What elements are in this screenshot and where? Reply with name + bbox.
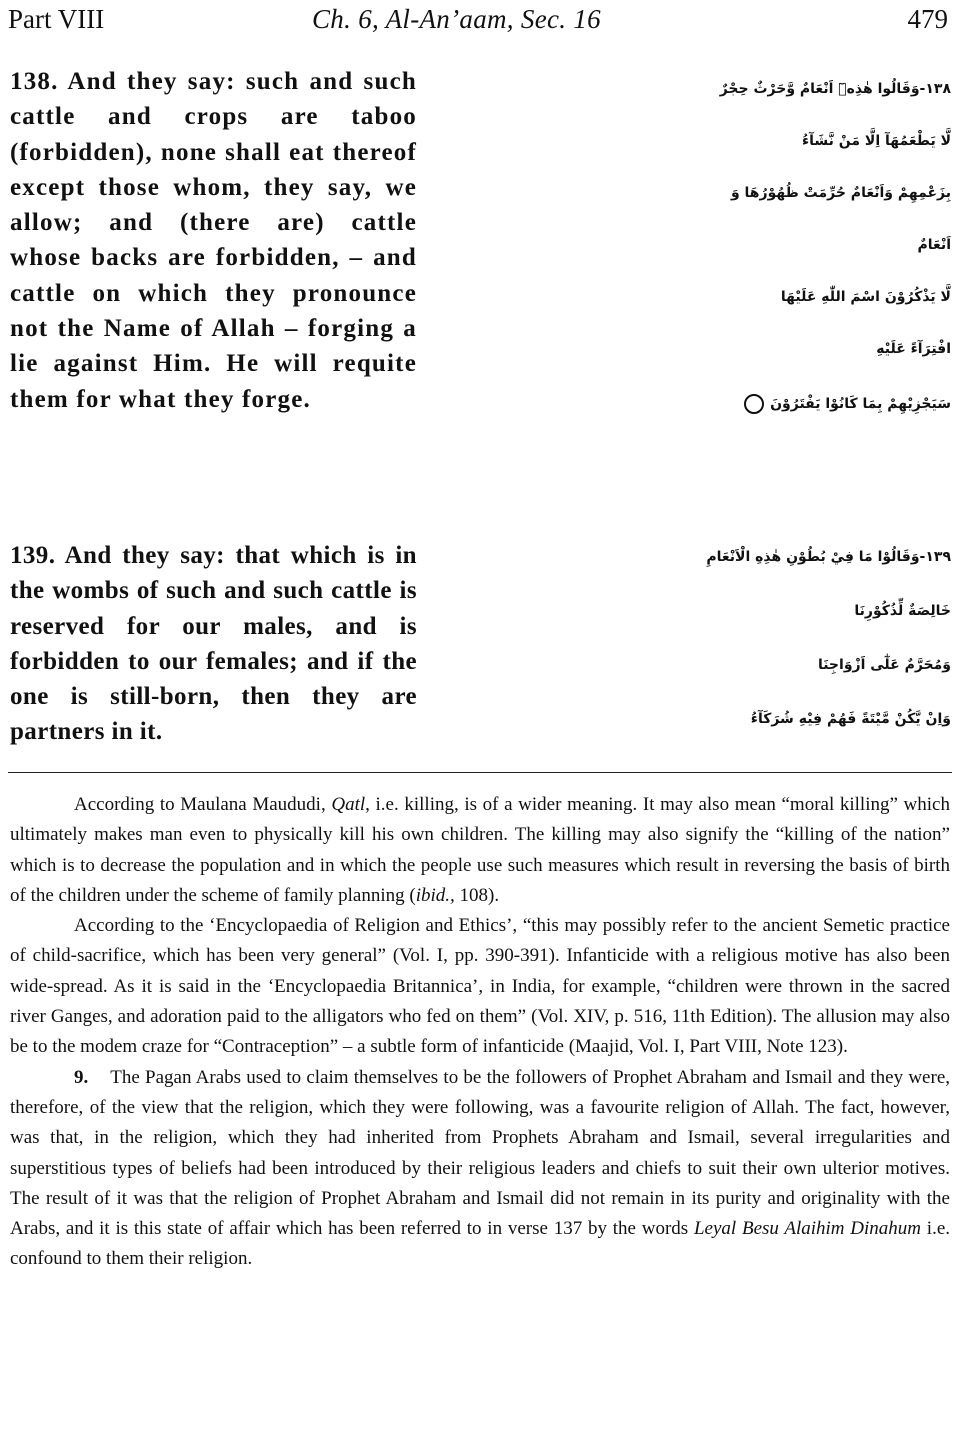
note-number: 9. [74, 1066, 89, 1088]
verse-138-translation: 138. And they say: such and such cattle and crops are taboo (forbidden), none shall eat thereof except those whom, they say, we allow; and (there are) cattle whose backs are forbidden, – and cattle on which they pronounce not the Name of Allah – forging a lie against Him. He will requite them for what they forge. [10, 68, 417, 413]
arabic-line: اَنْعَامٌ [917, 237, 951, 253]
text-run: , i.e. killing, is of a wider meaning. It may also mean “moral killing” which ultimately makes man even to physically kill his own children. The killing may also signify the “killing of the nation” which is to decrease the population and in which the people use such measures which result in reversing the basis of birth of the children under the scheme of family planning ( [10, 794, 950, 906]
arabic-line: وَمُحَرَّمٌ عَلٰٓى اَزْوَاجِنَا [817, 657, 951, 673]
text-run: The Pagan Arabs used to claim themselves to be the followers of Prophet Abraham and Ismail and they were, therefore, of the view that the religion, which they were following, was a favourite religion of Allah. The fact, however, was that, in the religion, which they had inherited from Prophets Abraham and Ismail, several irregularities and superstitious types of beliefs had been introduced by their religious leaders and chiefs to suit their own ulterior motives. The result of it was that the religion of Prophet Abraham and Ismail did not remain in its purity and originality with the Arabs, and it is this state of affair which has been referred to in verse 137 by the words [10, 1066, 950, 1240]
arabic-line: افْتِرَآءً عَلَيْهِ [876, 341, 951, 357]
text-run: According to Maulana Maududi, [74, 794, 332, 815]
commentary [10, 790, 950, 1275]
arabic-line: وَاِنْ يَّكُنْ مَّيْتَةً فَهُمْ فِيْهِ شُرَكَآءُ [750, 711, 951, 727]
arabic-line: خَالِصَةٌ لِّذُكُوْرِنَا [854, 603, 951, 619]
verse-139-arabic [536, 550, 951, 766]
arabic-line: بِزَعْمِهِمْ وَاَنْعَامٌ حُرِّمَتْ ظُهُوْرُهَا وَ [730, 185, 951, 201]
verse-138-arabic [536, 82, 951, 446]
arabic-line: لَّا يَذْكُرُوْنَ اسْمَ اللّٰهِ عَلَيْهَا [780, 289, 951, 305]
text-run: 108). [454, 884, 500, 906]
section-divider [8, 772, 952, 773]
page-number: 479 [907, 4, 948, 34]
arabic-line: ١٣٩-وَقَالُوْا مَا فِيْ بُطُوْنِ هٰذِهِ الْاَنْعَامِ [706, 549, 951, 565]
arabic-line: لَّا يَطْعَمُهَآ اِلَّا مَنْ نَّشَآءُ [801, 133, 951, 149]
commentary-paragraph-1 [10, 790, 950, 911]
chapter-label: Ch. 6, Al-An’aam, Sec. 16 [312, 4, 601, 34]
arabic-line: سَيَجْزِيْهِمْ بِمَا كَانُوْا يَفْتَرُوْنَ [770, 396, 951, 412]
text-run: i.e. confound to them their religion. [10, 1218, 951, 1270]
arabic-line-with-marker [536, 394, 951, 446]
verse-end-marker-icon [744, 394, 764, 414]
arabic-line: ١٣٨-وَقَالُوا هٰذِهٖٓ اَنْعَامٌ وَّحَرْثٌ حِجْرٌ [719, 81, 951, 97]
part-label: Part VIII [8, 4, 105, 34]
page-header [0, 0, 960, 40]
term-transliteration: Leyal Besu Alaihim Dinahum [693, 1218, 922, 1240]
term-qatl: Qatl [331, 794, 366, 815]
commentary-paragraph-2: According to the ‘Encyclopaedia of Religion and Ethics’, “this may possibly refer to the ancient Semetic practice of child-sacrifice, which has been very general” (Vol. I, pp. 390-391). Infanticide with a religious motive has also been wide-spread. As it is said in the ‘Encyclopaedia Britannica’, in India, for example, “children were thrown in the sacred river Ganges, and adoration paid to the alligators who fed on them” (Vol. XIV, p. 516, 11th Edition). The allusion may also be to the modem craze for “Contraception” – a subtle form of infanticide (Maajid, Vol. I, Part VIII, Note 123). [10, 915, 950, 1058]
verse-139-translation: 139. And they say: that which is in the wombs of such and such cattle is reserved for our males, and is forbidden to our females; and if the one is still-born, then they are partners in it. [10, 542, 417, 746]
commentary-note-9 [10, 1063, 950, 1275]
citation-ibid: ibid., [415, 884, 455, 906]
